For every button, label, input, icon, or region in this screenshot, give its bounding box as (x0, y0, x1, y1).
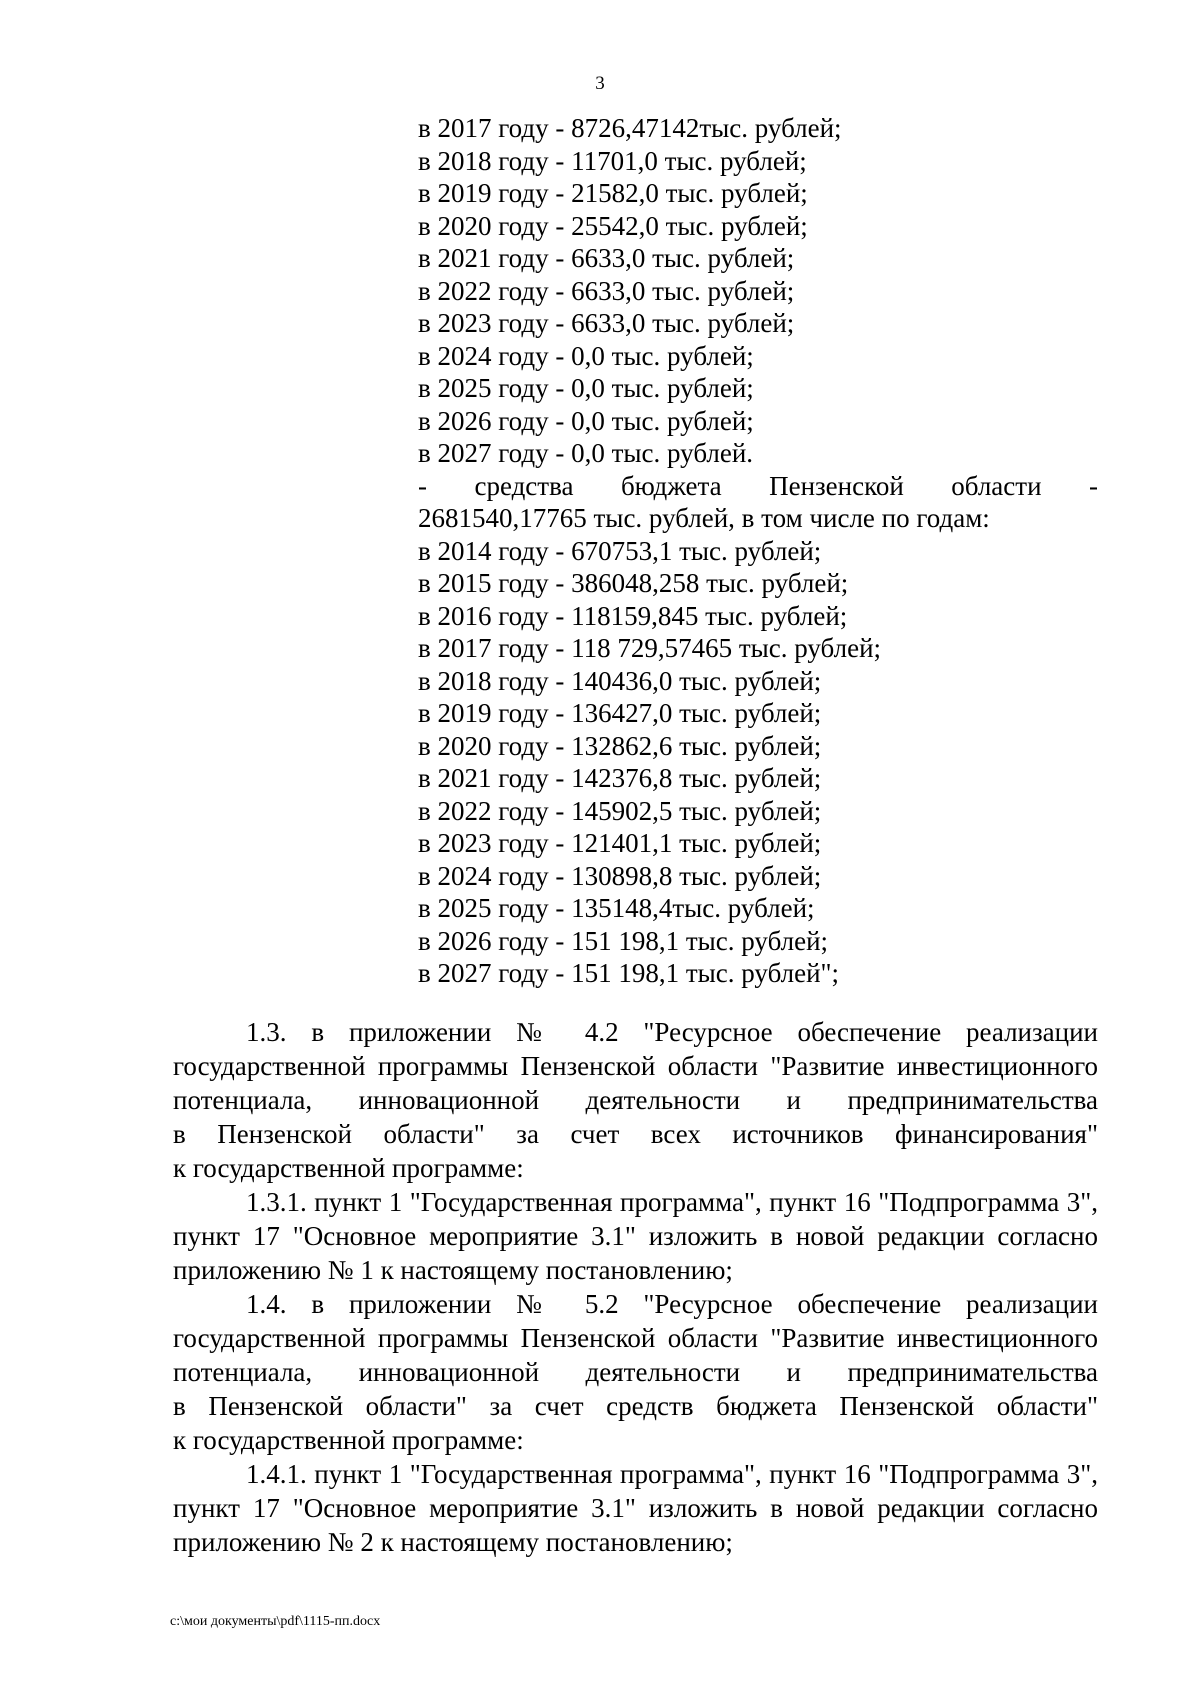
text-line: государственной программы Пензенской области "Развитие инвестиционного (173, 1051, 1098, 1081)
text-line: приложению № 2 к настоящему постановлению; (173, 1527, 733, 1557)
paragraph-1-3-1 (173, 1185, 1098, 1287)
list-item: в 2024 году - 0,0 тыс. рублей; (418, 340, 754, 371)
list-item: в 2025 году - 135148,4тыс. рублей; (418, 893, 815, 923)
text-line: в Пензенской области" за счет всех источников финансирования" (173, 1119, 1098, 1149)
list-item: в 2021 году - 6633,0 тыс. рублей; (418, 243, 795, 273)
list-item: в 2017 году - 8726,47142тыс. рублей; (418, 113, 842, 143)
list-item: в 2014 году - 670753,1 тыс. рублей; (418, 535, 822, 566)
text-line: к государственной программе: (173, 1153, 524, 1183)
budget-total: 2681540,17765 тыс. рублей, в том числе по годам: (418, 503, 990, 533)
text-line: государственной программы Пензенской области "Развитие инвестиционного (173, 1323, 1098, 1353)
list-item: в 2019 году - 21582,0 тыс. рублей; (418, 178, 808, 208)
footer-file-path: c:\мои документы\pdf\1115-пп.docx (170, 1614, 381, 1629)
list-item: в 2018 году - 140436,0 тыс. рублей; (418, 665, 822, 696)
list-item: в 2025 году - 0,0 тыс. рублей; (418, 373, 754, 403)
list-item: в 2027 году - 0,0 тыс. рублей. (418, 438, 754, 468)
text-line: 1.3. в приложении № 4.2 "Ресурсное обеспечение реализации (246, 1017, 1098, 1047)
list-item: в 2027 году - 151 198,1 тыс. рублей"; (418, 958, 840, 988)
paragraph-1-3 (173, 1015, 1098, 1185)
text-line: 1.4.1. пункт 1 "Государственная программа", пункт 16 "Подпрограмма 3", (246, 1459, 1098, 1489)
list-item: в 2026 году - 0,0 тыс. рублей; (418, 405, 754, 436)
list-item: в 2023 году - 121401,1 тыс. рублей; (418, 828, 822, 858)
funding-list-block (418, 112, 1098, 990)
list-item: в 2020 году - 25542,0 тыс. рублей; (418, 210, 808, 241)
text-line: 1.3.1. пункт 1 "Государственная программа", пункт 16 "Подпрограмма 3", (246, 1187, 1098, 1217)
text-line: пункт 17 "Основное мероприятие 3.1" изложить в новой редакции согласно (173, 1493, 1098, 1523)
list-item: в 2024 году - 130898,8 тыс. рублей; (418, 860, 822, 891)
text-line: потенциала, инновационной деятельности и предпринимательства (173, 1085, 1098, 1115)
budget-heading: - средства бюджета Пензенской области - (418, 470, 1098, 501)
list-item: в 2021 году - 142376,8 тыс. рублей; (418, 763, 822, 793)
list-item: в 2020 году - 132862,6 тыс. рублей; (418, 730, 822, 761)
text-line: пункт 17 "Основное мероприятие 3.1" изложить в новой редакции согласно (173, 1221, 1098, 1251)
list-item: в 2026 году - 151 198,1 тыс. рублей; (418, 925, 829, 956)
text-line: 1.4. в приложении № 5.2 "Ресурсное обеспечение реализации (246, 1289, 1098, 1319)
list-item: в 2022 году - 145902,5 тыс. рублей; (418, 795, 822, 826)
page-number: 3 (595, 73, 605, 94)
list-item: в 2018 году - 11701,0 тыс. рублей; (418, 145, 807, 176)
list-item: в 2017 году - 118 729,57465 тыс. рублей; (418, 633, 882, 663)
list-item: в 2022 году - 6633,0 тыс. рублей; (418, 275, 795, 306)
list-item: в 2016 году - 118159,845 тыс. рублей; (418, 600, 848, 631)
list-item: в 2015 году - 386048,258 тыс. рублей; (418, 568, 849, 598)
text-line: к государственной программе: (173, 1425, 524, 1455)
paragraph-1-4-1 (173, 1457, 1098, 1559)
text-line: в Пензенской области" за счет средств бюджета Пензенской области" (173, 1391, 1098, 1421)
list-item: в 2019 году - 136427,0 тыс. рублей; (418, 698, 822, 728)
list-item: в 2023 году - 6633,0 тыс. рублей; (418, 308, 795, 338)
text-line: потенциала, инновационной деятельности и предпринимательства (173, 1357, 1098, 1387)
body-text (173, 1015, 1098, 1559)
paragraph-1-4 (173, 1287, 1098, 1457)
text-line: приложению № 1 к настоящему постановлению; (173, 1255, 733, 1285)
